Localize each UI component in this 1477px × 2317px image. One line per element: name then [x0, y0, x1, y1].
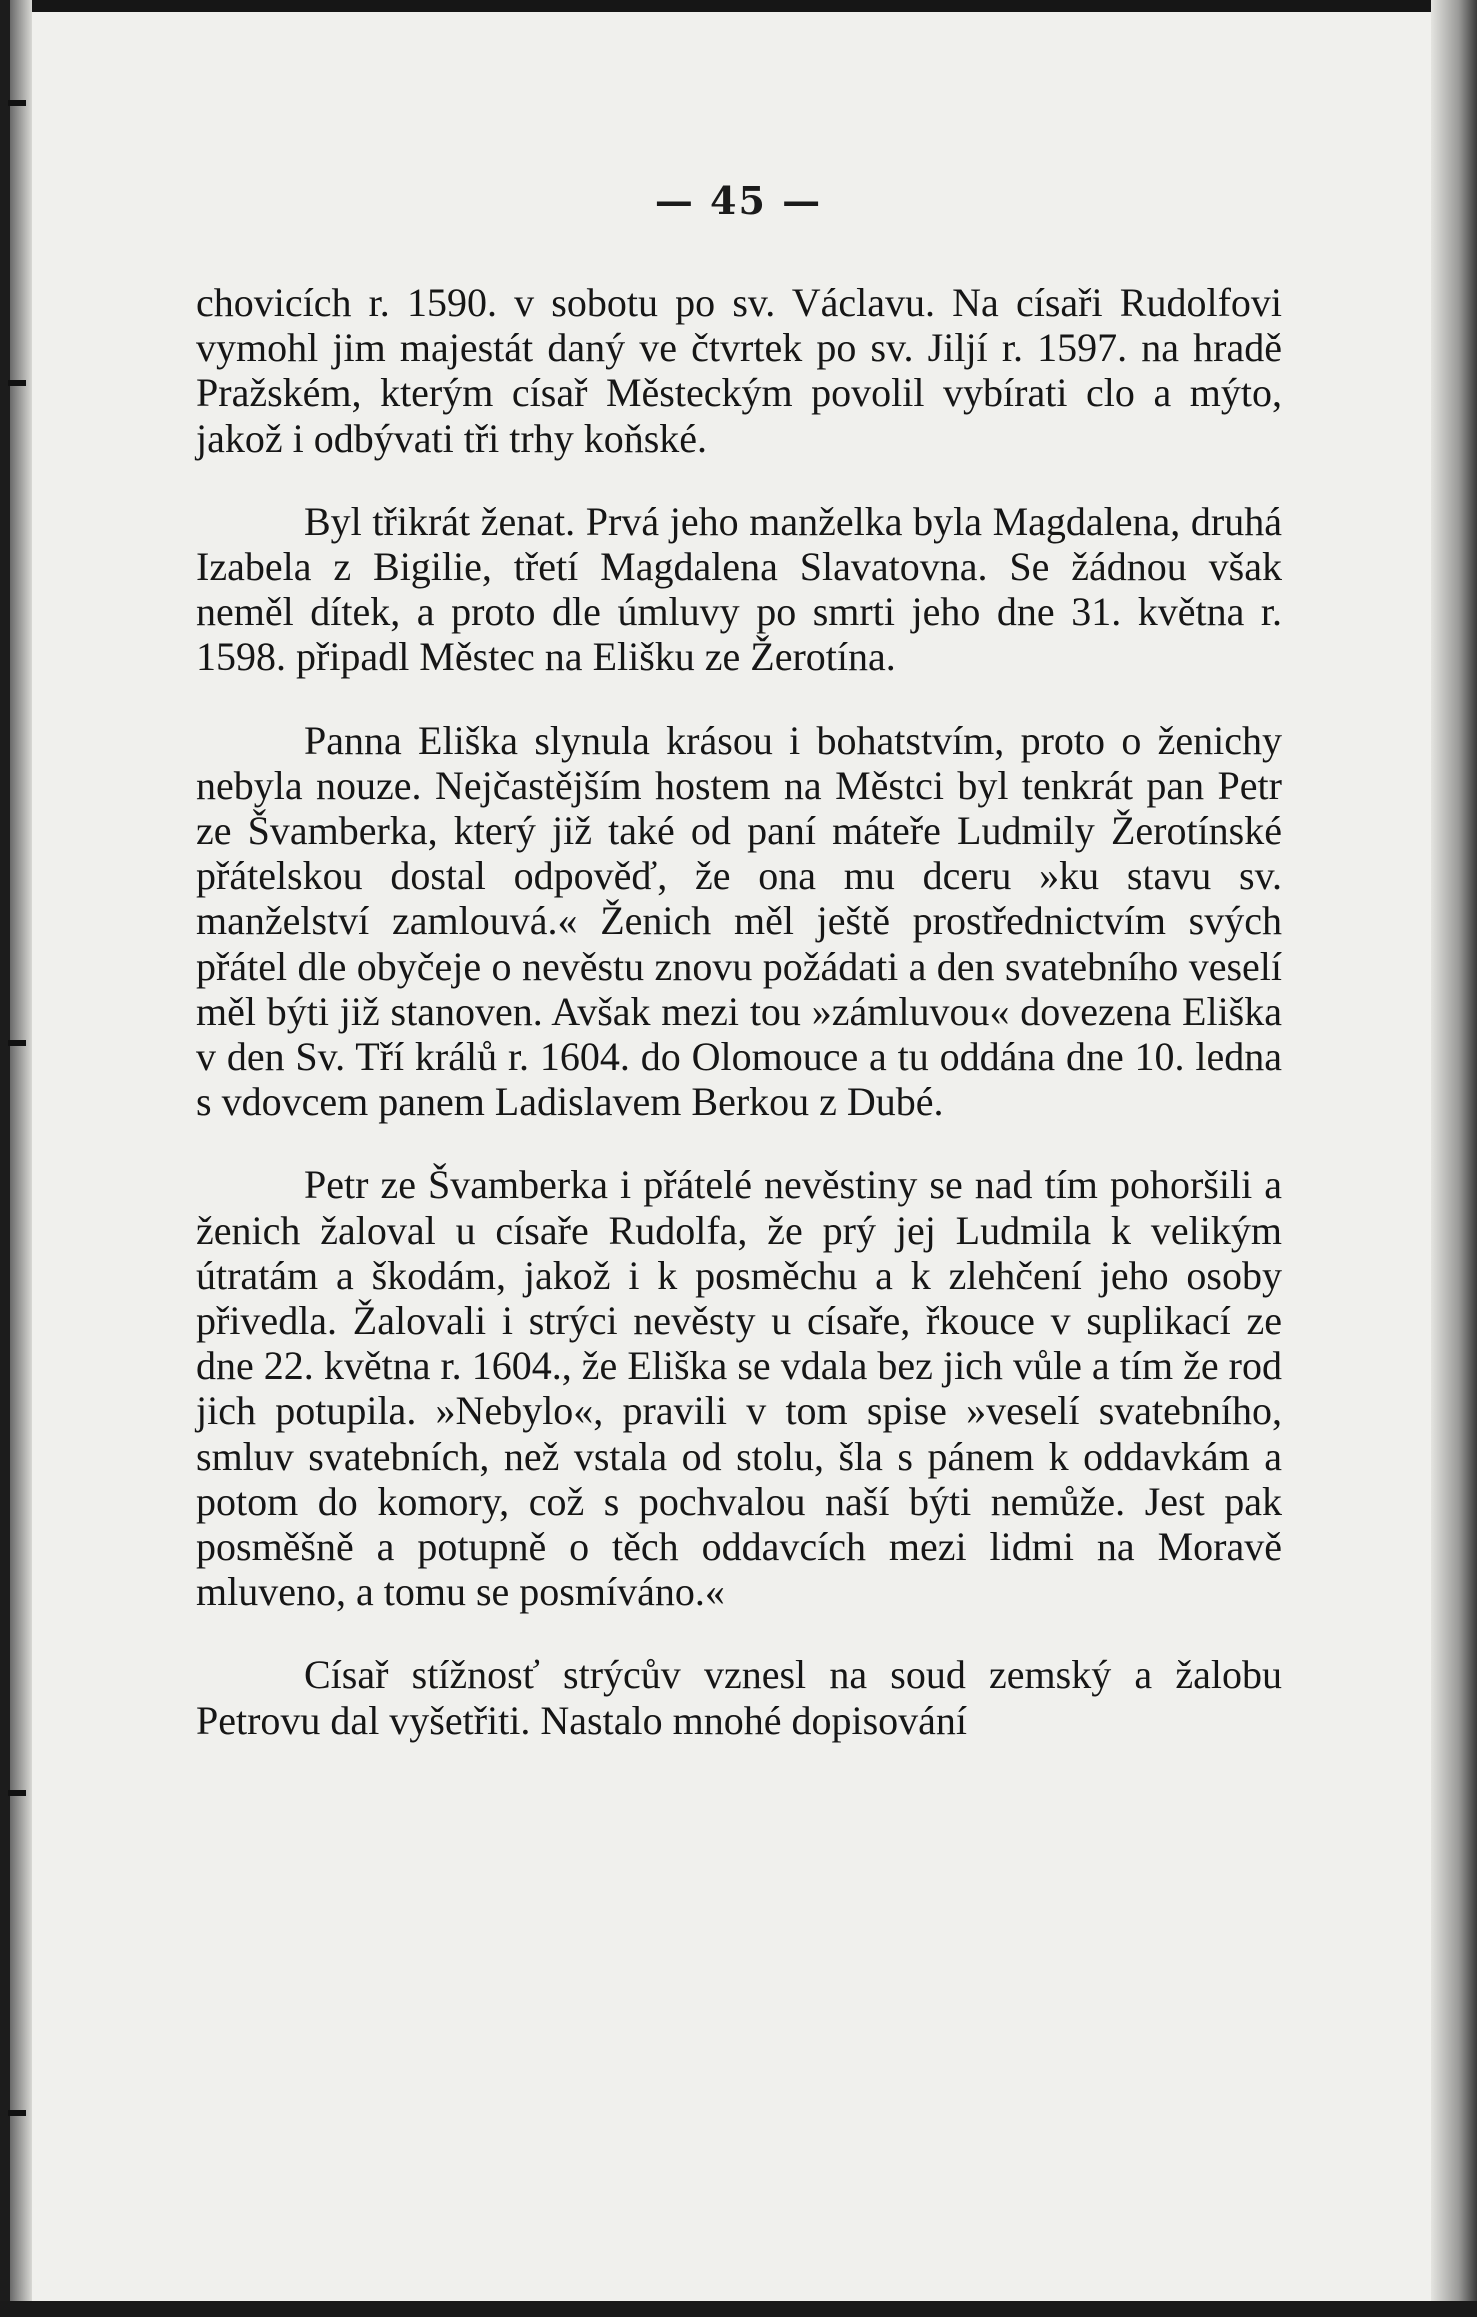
scan-edge-right [1431, 0, 1477, 2317]
binding-mark [8, 1790, 26, 1796]
paragraph: Císař stížnosť strýcův vznesl na soud zemský a žalobu Petrovu dal vyšetřiti. Nastalo mnohé dopisování [196, 1652, 1282, 1743]
scan-edge-left [0, 0, 10, 2317]
body-text [196, 280, 1282, 1781]
scan-edge-bottom [0, 2301, 1477, 2317]
paragraph: chovicích r. 1590. v sobotu po sv. Václavu. Na císaři Rudolfovi vymohl jim majestát daný ve čtvrtek po sv. Jiljí r. 1597. na hradě Pražském, kterým císař Městeckým povolil vybírati clo a mýto, jakož i odbývati tři trhy koňské. [196, 280, 1282, 461]
paragraph: Petr ze Švamberka i přátelé nevěstiny se nad tím pohoršili a ženich žaloval u císaře Rudolfa, že prý jej Ludmila k velikým útratám a škodám, jakož i k posměchu a k zlehčení jeho osoby přivedla. Žalovali i strýci nevěsty u císaře, řkouce v suplikací ze dne 22. května r. 1604., že Eliška se vdala bez jich vůle a tím že rod jich potupila. »Nebylo«, pravili v tom spise »veselí svatebního, smluv svatebních, než vstala od stolu, šla s pánem k oddavkám a potom do komory, což s pochvalou naší býti nemůže. Jest pak posměšně a potupně o těch oddavcích mezi lidmi na Moravě mluveno, a tomu se posmíváno.« [196, 1162, 1282, 1615]
binding-mark [8, 380, 26, 386]
paragraph: Byl třikrát ženat. Prvá jeho manželka byla Magdalena, druhá Izabela z Bigilie, třetí Magdalena Slavatovna. Se žádnou však neměl dítek, a proto dle úmluvy po smrti jeho dne 31. května r. 1598. připadl Městec na Elišku ze Žerotína. [196, 498, 1282, 680]
binding-mark [8, 1040, 26, 1046]
binding-mark [8, 100, 26, 106]
paragraph: Panna Eliška slynula krásou i bohatstvím, proto o ženichy nebyla nouze. Nejčastějším hostem na Městci byl tenkrát pan Petr ze Švamberka, který již také od paní máteře Ludmily Žerotínské přátelskou dostal odpověď, že ona mu dceru »ku stavu sv. manželství zamlouvá.« Ženich měl ještě prostřednictvím svých přátel dle obyčeje o nevěstu znovu požádati a den svatebního veselí měl býti již stanoven. Avšak mezi tou »zámluvou« dovezena Eliška v den Sv. Tří králů r. 1604. do Olomouce a tu oddána dne 10. ledna s vdovcem panem Ladislavem Berkou z Dubé. [196, 717, 1282, 1125]
binding-mark [8, 2110, 26, 2116]
page-number: — 45 — [654, 178, 823, 223]
scan-edge-top [0, 0, 1477, 12]
scan-edge-left-shadow [10, 0, 32, 2317]
